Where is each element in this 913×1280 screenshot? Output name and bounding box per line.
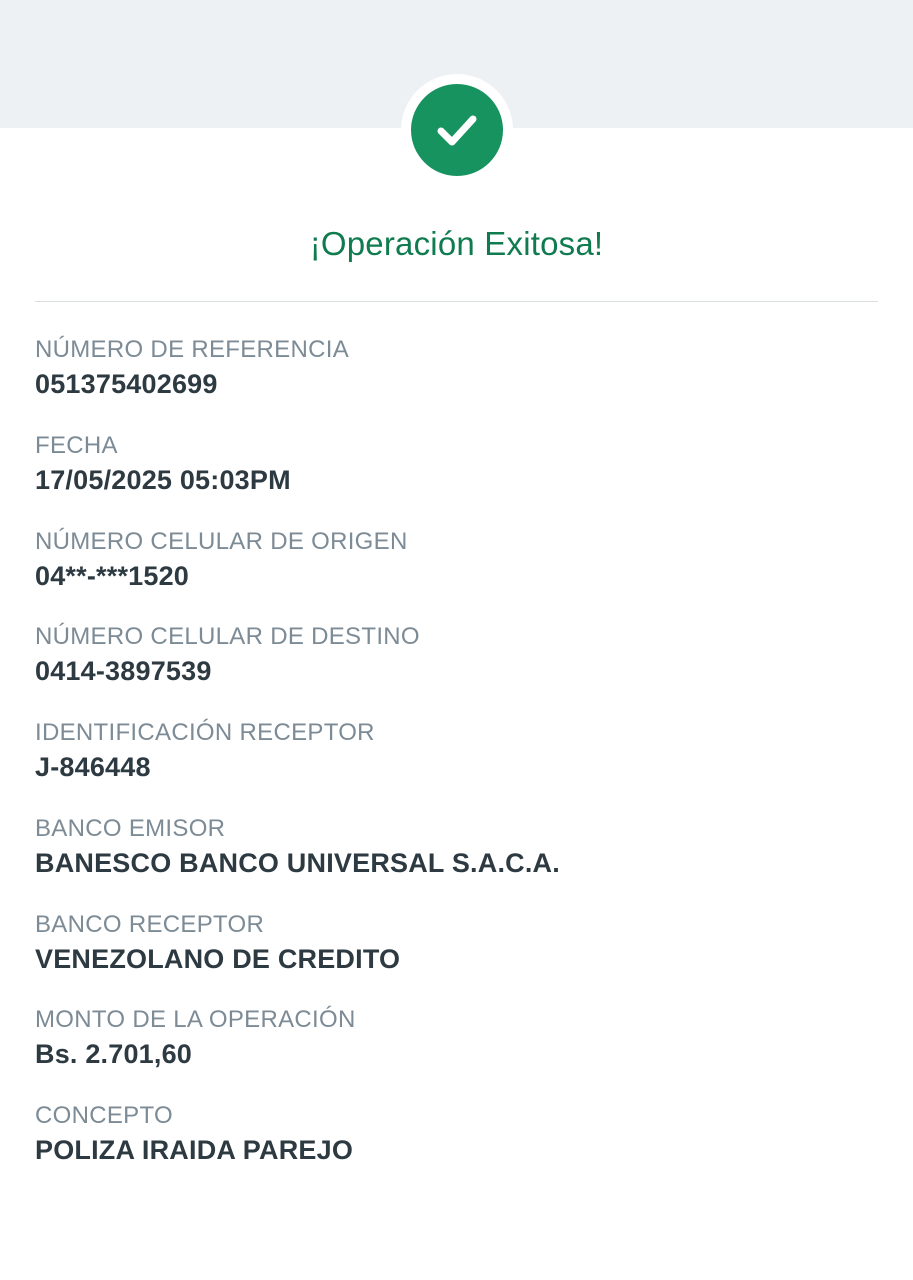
- receipt-details: [35, 335, 895, 1168]
- field-label: NÚMERO CELULAR DE ORIGEN: [35, 527, 408, 555]
- receipt-field: [35, 1101, 895, 1168]
- field-value: 04**-***1520: [35, 560, 190, 591]
- receipt-field: [35, 814, 895, 881]
- success-icon-badge: [401, 74, 513, 186]
- success-title: ¡Operación Exitosa!: [309, 225, 604, 262]
- field-label: FECHA: [35, 431, 118, 459]
- field-label: BANCO EMISOR: [35, 814, 226, 842]
- field-label: BANCO RECEPTOR: [35, 910, 265, 938]
- field-value: POLIZA IRAIDA PAREJO: [35, 1135, 354, 1165]
- field-label: NÚMERO CELULAR DE DESTINO: [35, 623, 420, 651]
- receipt-field: [35, 335, 895, 402]
- receipt-field: [35, 910, 895, 977]
- field-label: MONTO DE LA OPERACIÓN: [35, 1006, 356, 1034]
- field-value: 17/05/2025 05:03PM: [35, 464, 291, 495]
- field-value: 0414-3897539: [35, 656, 212, 687]
- check-circle-icon: [411, 84, 503, 176]
- field-value: VENEZOLANO DE CREDITO: [35, 943, 401, 974]
- field-value: 051375402699: [35, 369, 218, 399]
- receipt-field: [35, 1005, 895, 1072]
- receipt-field: [35, 622, 895, 689]
- field-value: BANESCO BANCO UNIVERSAL S.A.C.A.: [35, 847, 560, 878]
- divider: [35, 301, 878, 302]
- field-label: NÚMERO DE REFERENCIA: [35, 336, 350, 363]
- receipt-field: [35, 431, 895, 498]
- receipt-field: [35, 718, 895, 785]
- field-label: IDENTIFICACIÓN RECEPTOR: [35, 719, 375, 746]
- field-label: CONCEPTO: [35, 1102, 173, 1129]
- field-value: J-846448: [35, 752, 151, 782]
- field-value: Bs. 2.701,60: [35, 1039, 193, 1070]
- receipt-field: [35, 527, 895, 594]
